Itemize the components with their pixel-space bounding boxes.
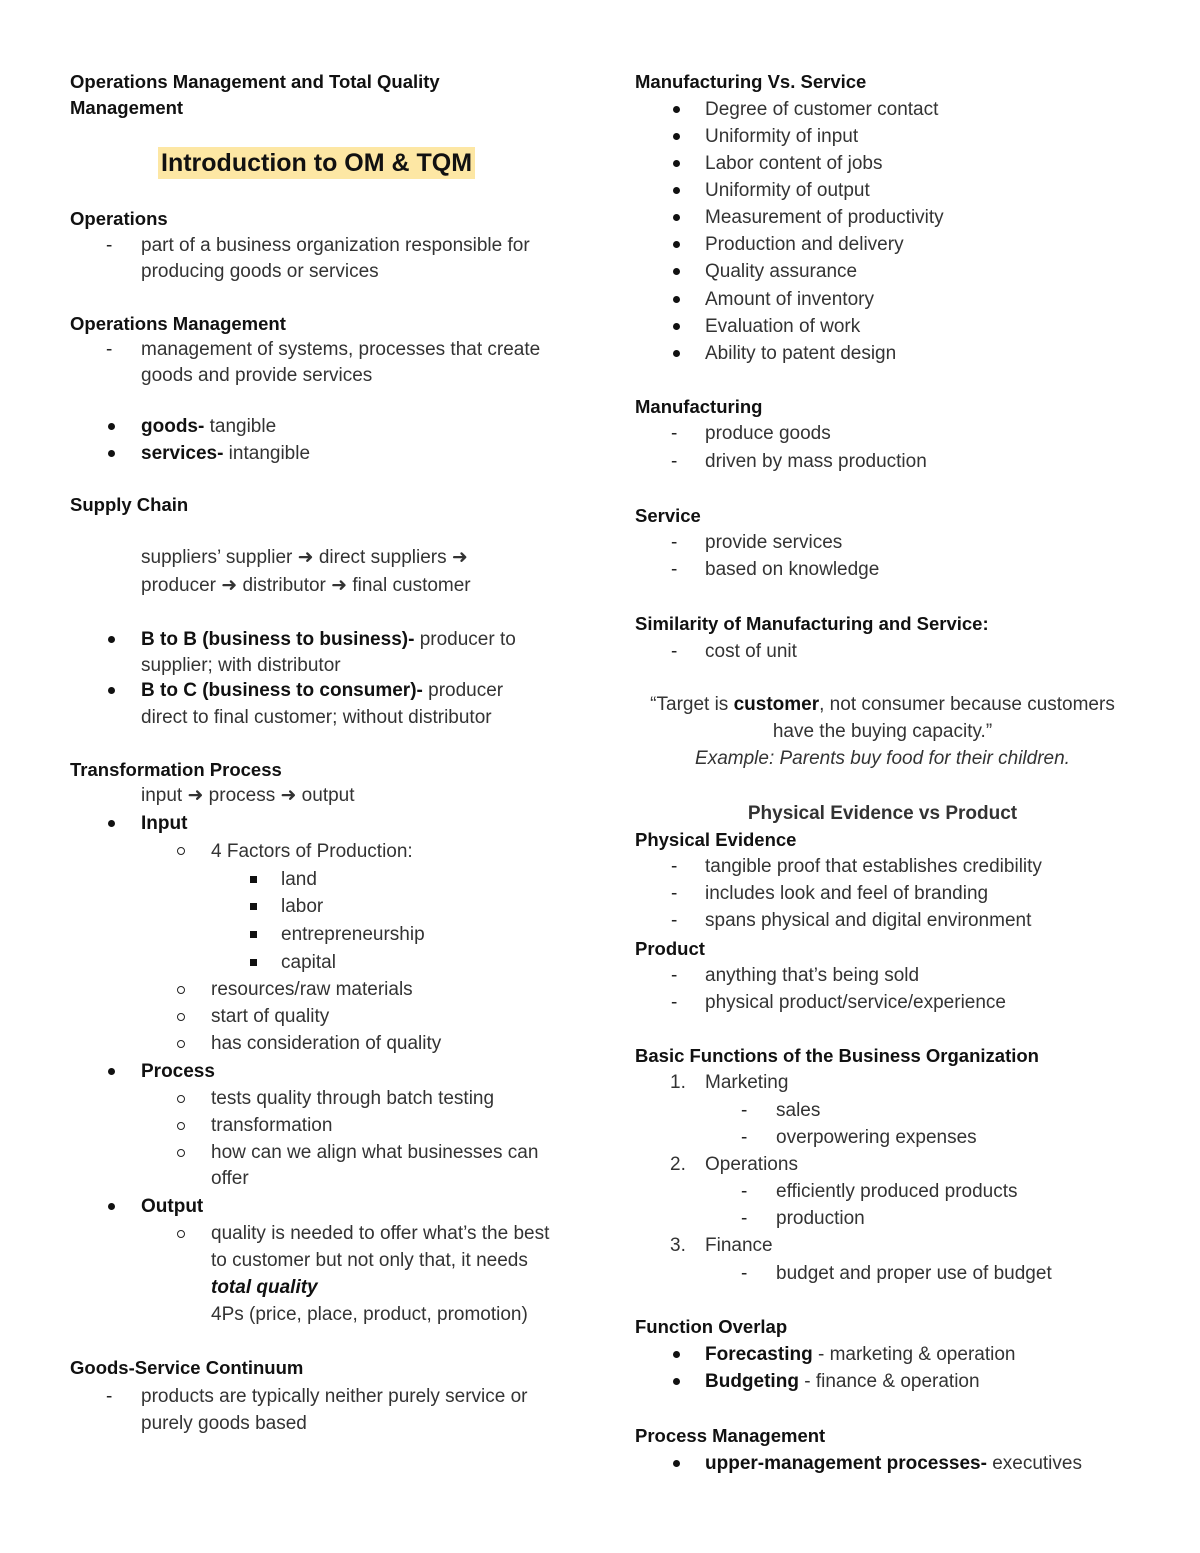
similarity-heading: Similarity of Manufacturing and Service: <box>635 613 989 634</box>
bullet-square <box>250 931 257 938</box>
mvs-item: Production and delivery <box>705 234 904 255</box>
process-mgmt-heading: Process Management <box>635 1425 826 1446</box>
mvs-heading: Manufacturing Vs. Service <box>635 71 867 92</box>
dash-marker: - <box>671 856 678 877</box>
function-finance: Finance <box>705 1235 773 1256</box>
operations-def-line1: part of a business organization responsible for <box>141 235 530 256</box>
manufacturing-heading: Manufacturing <box>635 396 763 417</box>
dash-marker: - <box>671 992 678 1013</box>
manufacturing-item: produce goods <box>705 423 831 444</box>
dash-marker: - <box>671 965 678 986</box>
marketing-item: overpowering expenses <box>776 1127 977 1148</box>
continuum-def-line1: products are typically neither purely service or <box>141 1386 528 1407</box>
mvs-item: Labor content of jobs <box>705 153 883 174</box>
doc-title-line1: Operations Management and Total Quality <box>70 71 440 92</box>
mvs-item: Uniformity of output <box>705 180 870 201</box>
finance-item: budget and proper use of budget <box>776 1263 1052 1284</box>
operations-item: efficiently produced products <box>776 1181 1018 1202</box>
dash-marker: - <box>106 1386 113 1407</box>
bullet-circle <box>177 1122 185 1130</box>
pe-item: spans physical and digital environment <box>705 910 1032 931</box>
quote-pre: “Target is <box>650 694 734 715</box>
service-item: provide services <box>705 532 843 553</box>
factor-item: land <box>281 869 317 890</box>
om-heading: Operations Management <box>70 313 286 334</box>
continuum-def-line2: purely goods based <box>141 1413 307 1434</box>
bullet-dot <box>108 1203 115 1210</box>
bullet-dot <box>673 214 680 221</box>
bullet-circle <box>177 1149 185 1157</box>
bullet-dot <box>673 323 680 330</box>
bullet-dot <box>108 687 115 694</box>
quote-bold: customer <box>733 694 820 715</box>
bullet-dot <box>673 187 680 194</box>
supply-flow-line1: suppliers’ supplier ➜ direct suppliers ➜ <box>141 547 468 568</box>
factor-item: entrepreneurship <box>281 924 425 945</box>
mvs-item: Amount of inventory <box>705 289 874 310</box>
b2c-desc: producer <box>422 680 504 701</box>
services-term: services- <box>141 443 224 464</box>
factor-item: capital <box>281 952 336 973</box>
basic-functions-heading: Basic Functions of the Business Organization <box>635 1045 1039 1066</box>
dash-marker: - <box>741 1127 748 1148</box>
bullet-dot <box>673 160 680 167</box>
process-item: tests quality through batch testing <box>211 1088 495 1109</box>
output-line4: 4Ps (price, place, product, promotion) <box>211 1304 528 1325</box>
pe-item: tangible proof that establishes credibility <box>705 856 1042 877</box>
b2c-line2: direct to final customer; without distributor <box>141 707 492 728</box>
dash-marker: - <box>671 532 678 553</box>
mvs-item: Ability to patent design <box>705 343 897 364</box>
dash-marker: - <box>671 451 678 472</box>
bullet-dot <box>673 106 680 113</box>
forecasting-desc: - marketing & operation <box>812 1344 1016 1365</box>
operations-def-line2: producing goods or services <box>141 261 379 282</box>
function-marketing: Marketing <box>705 1072 789 1093</box>
dash-marker: - <box>741 1181 748 1202</box>
bullet-circle <box>177 1230 185 1238</box>
goods-item <box>141 416 276 438</box>
dash-marker: - <box>671 423 678 444</box>
output-line2: to customer but not only that, it needs <box>211 1250 528 1271</box>
dash-marker: - <box>741 1208 748 1229</box>
intro-title: Introduction to OM & TQM <box>158 147 475 179</box>
mvs-item: Quality assurance <box>705 261 858 282</box>
bullet-dot <box>673 1351 680 1358</box>
budgeting-term: Budgeting <box>705 1371 799 1392</box>
process-item3-line1: how can we align what businesses can <box>211 1142 539 1163</box>
mvs-item: Uniformity of input <box>705 126 859 147</box>
quote-post: , not consumer because customers <box>819 694 1115 715</box>
goods-desc: tangible <box>204 416 277 437</box>
overlap-forecasting <box>705 1344 1015 1366</box>
bullet-dot <box>673 350 680 357</box>
operations-heading: Operations <box>70 208 168 229</box>
goods-term: goods- <box>141 416 205 437</box>
supply-chain-heading: Supply Chain <box>70 494 189 515</box>
input-item: resources/raw materials <box>211 979 413 1000</box>
b2c-line1 <box>141 680 503 702</box>
bullet-square <box>250 959 257 966</box>
overlap-budgeting <box>705 1371 980 1393</box>
bullet-circle <box>177 986 185 994</box>
bullet-dot <box>108 820 115 827</box>
bullet-circle <box>177 1013 185 1021</box>
dash-marker: - <box>671 559 678 580</box>
dash-marker: - <box>671 883 678 904</box>
bullet-square <box>250 903 257 910</box>
b2b-term: B to B (business to business)- <box>141 629 415 650</box>
bullet-circle <box>177 1040 185 1048</box>
dash-marker: - <box>741 1100 748 1121</box>
input-item: start of quality <box>211 1006 330 1027</box>
budgeting-desc: - finance & operation <box>798 1371 980 1392</box>
b2b-desc: producer to <box>414 629 516 650</box>
quote-example: Example: Parents buy food for their children. <box>695 748 1070 769</box>
dash-marker: - <box>671 910 678 931</box>
transformation-heading: Transformation Process <box>70 759 282 780</box>
operations-item: production <box>776 1208 865 1229</box>
quote-line2: have the buying capacity.” <box>772 721 993 742</box>
bullet-circle <box>177 1095 185 1103</box>
mvs-item: Degree of customer contact <box>705 99 939 120</box>
pe-heading: Physical Evidence <box>635 829 797 850</box>
process-item3-line2: offer <box>211 1168 249 1189</box>
dash-marker: - <box>106 339 113 360</box>
overlap-heading: Function Overlap <box>635 1316 788 1337</box>
bullet-dot <box>673 1378 680 1385</box>
input-item: has consideration of quality <box>211 1033 442 1054</box>
function-operations: Operations <box>705 1154 798 1175</box>
bullet-circle <box>177 847 185 855</box>
input-label: Input <box>141 813 188 834</box>
process-mgmt-desc: executives <box>986 1453 1082 1474</box>
process-item: transformation <box>211 1115 333 1136</box>
forecasting-term: Forecasting <box>705 1344 813 1365</box>
product-item: physical product/service/experience <box>705 992 1006 1013</box>
output-label: Output <box>141 1196 204 1217</box>
bullet-dot <box>673 296 680 303</box>
process-label: Process <box>141 1061 215 1082</box>
bullet-dot <box>108 636 115 643</box>
similarity-item: cost of unit <box>705 641 797 662</box>
services-desc: intangible <box>223 443 311 464</box>
marketing-item: sales <box>776 1100 821 1121</box>
om-def-line1: management of systems, processes that create <box>141 339 541 360</box>
manufacturing-item: driven by mass production <box>705 451 927 472</box>
bullet-dot <box>673 1460 680 1467</box>
services-item <box>141 443 310 465</box>
b2b-line2: supplier; with distributor <box>141 655 341 676</box>
process-mgmt-term: upper-management processes- <box>705 1453 987 1474</box>
bullet-dot <box>673 241 680 248</box>
factor-item: labor <box>281 896 324 917</box>
bullet-dot <box>673 268 680 275</box>
pe-item: includes look and feel of branding <box>705 883 989 904</box>
factors-label: 4 Factors of Production: <box>211 841 413 862</box>
dash-marker: - <box>741 1263 748 1284</box>
quote-line1 <box>635 694 1130 716</box>
om-def-line2: goods and provide services <box>141 365 373 386</box>
product-item: anything that’s being sold <box>705 965 920 986</box>
doc-title-line2: Management <box>70 97 184 118</box>
output-line3: total quality <box>211 1277 318 1298</box>
b2b-line1 <box>141 629 516 651</box>
supply-flow-line2: producer ➜ distributor ➜ final customer <box>141 575 471 596</box>
pe-vs-product-heading: Physical Evidence vs Product <box>747 803 1018 824</box>
dash-marker: - <box>106 235 113 256</box>
function-number: 1. <box>670 1072 686 1093</box>
dash-marker: - <box>671 641 678 662</box>
service-heading: Service <box>635 505 701 526</box>
b2c-term: B to C (business to consumer)- <box>141 680 423 701</box>
transformation-flow: input ➜ process ➜ output <box>141 785 355 806</box>
bullet-dot <box>673 133 680 140</box>
function-number: 3. <box>670 1235 686 1256</box>
output-line1: quality is needed to offer what’s the best <box>211 1223 550 1244</box>
continuum-heading: Goods-Service Continuum <box>70 1357 304 1378</box>
mvs-item: Evaluation of work <box>705 316 861 337</box>
bullet-dot <box>108 450 115 457</box>
bullet-square <box>250 876 257 883</box>
bullet-dot <box>108 423 115 430</box>
product-heading: Product <box>635 938 705 959</box>
process-mgmt-item <box>705 1453 1082 1475</box>
function-number: 2. <box>670 1154 686 1175</box>
mvs-item: Measurement of productivity <box>705 207 944 228</box>
bullet-dot <box>108 1068 115 1075</box>
service-item: based on knowledge <box>705 559 880 580</box>
